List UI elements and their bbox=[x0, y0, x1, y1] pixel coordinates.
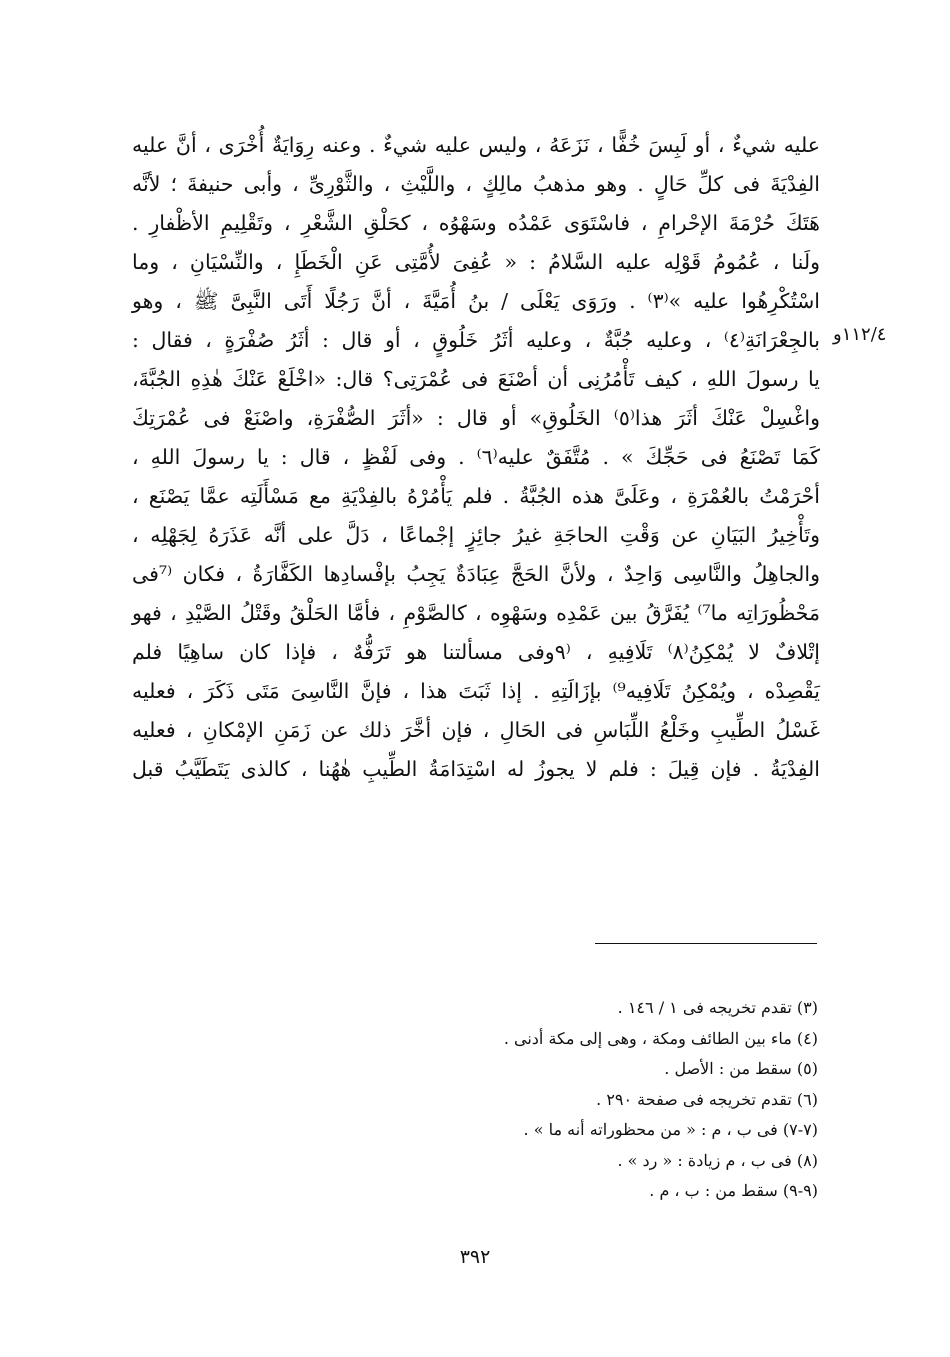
footnote: (٨) فى ب ، م زيادة : « رد » . bbox=[617, 1150, 818, 1170]
text-line: الفِدْيَةُ . فإن قِيلَ : فلم لا يجوزُ له اسْتِدَامَةُ الطِّيبِ هٰهُنا ، كالذى يَتَطَيَّبُ قبل bbox=[132, 757, 820, 781]
footnote: (٦) تقدم تخريجه فى صفحة ٢٩٠ . bbox=[596, 1089, 818, 1109]
margin-folio-note: ١١٢/٤و bbox=[833, 324, 887, 345]
text-line: الفِدْيَةَ فى كلِّ حَالٍ . وهو مذهبُ مالِكٍ ، واللَّيْثِ ، والثَّوْرِىِّ ، وأبى حنيفةَ ؛ لأنَّه bbox=[132, 172, 820, 196]
footnote: (٣) تقدم تخريجه فى ١ / ١٤٦ . bbox=[617, 998, 818, 1017]
page-number: ٣٩٢ bbox=[459, 1246, 491, 1268]
footnote: (٩-٩) سقط من : ب ، م . bbox=[649, 1181, 818, 1200]
text-line: بالجِعْرَانَةِ⁽٤⁾ ، وعليه جُبَّةٌ ، وعليه أثَرُ خَلُوقٍ ، أو قال : أثَرُ صُفْرَةٍ ، فقال : bbox=[132, 328, 820, 352]
text-line: هَتَكَ حُرْمَةَ الإحْرامِ ، فاسْتَوَى عَمْدُه وسَهْوُه ، كحَلْقِ الشَّعْرِ ، وتَقْلِيمِ الأظْفارِ . bbox=[132, 211, 820, 235]
text-line: والجاهِلُ والنَّاسِى وَاحِدٌ ، ولأنَّ الحَجَّ عِبَادَةٌ يَجِبُ بإفْسادِها الكَفَّارَةُ ، فكان ⁽⁷فى bbox=[132, 562, 820, 586]
text-line: إتْلافٌ لا يُمْكِنُ⁽٨⁾ تَلَافِيهِ ، ⁽٩وفى مسألتنا هو تَرَفُّهٌ ، فإذا كان ساهِيًا فلم bbox=[132, 640, 820, 664]
text-line: ولَنا ، عُمُومُ قَوْلِه عليه السَّلامُ : « عُفِىَ لأُمَّتِى عَنِ الْخَطَإِ ، والنِّسْيَانِ ، وما bbox=[132, 250, 820, 274]
text-line: يا رسولَ اللهِ ، كيف تَأْمُرُنِى أن أصْنَعَ فى عُمْرَتِى؟ قال: «اخْلَعْ عَنْكَ هٰذِهِ الجُبَّةَ، bbox=[132, 367, 820, 391]
text-line: مَحْظُورَاتِه ما⁷⁾ يُفَرَّقُ بين عَمْدِه وسَهْوِه ، كالصَّوْمِ ، فأمَّا الحَلْقُ وقَتْلُ الصَّيْدِ ، فهو bbox=[132, 601, 820, 625]
footnote-separator bbox=[595, 943, 817, 944]
main-text-body bbox=[132, 126, 820, 789]
footnote: (٧-٧) فى ب ، م : « من محظوراته أنه ما » . bbox=[523, 1120, 818, 1139]
text-line: وتَأْخِيرُ البَيَانِ عن وَقْتِ الحاجَةِ غيرُ جائِزٍ إجْماعًا ، دَلَّ على أنَّه عَذَرَهُ لِجَهْلِه ، bbox=[132, 523, 820, 547]
text-line: يَقْصِدْه ، ويُمْكِنُ تَلَافِيه⁹⁾ بإزَالَتِهِ . إذا ثَبَتَ هذا ، فإنَّ النَّاسِىَ مَتَى ذَكَرَ ، فعليه bbox=[132, 679, 820, 703]
text-line: غَسْلُ الطِّيبِ وخَلْعُ اللِّبَاسِ فى الحَالِ ، فإن أخَّرَ ذلك عن زَمَنِ الإمْكانِ ، فعليه bbox=[132, 718, 820, 742]
footnote: (٤) ماء بين الطائف ومكة ، وهى إلى مكة أدنى . bbox=[503, 1028, 818, 1048]
text-line: أحْرَمْتُ بالعُمْرَةِ ، وعَلَىَّ هذه الجُبَّةُ . فلم يَأْمُرْهُ بالفِدْيَةِ مع مَسْأَلَتِه عمَّا يَصْنَع ، bbox=[132, 484, 820, 508]
footnote: (٥) سقط من : الأصل . bbox=[664, 1059, 818, 1078]
text-line: كَمَا تَصْنَعُ فى حَجِّكَ » . مُتَّفَقٌ عليه⁽٦⁾ . وفى لَفْظٍ ، قال : يا رسولَ اللهِ ، bbox=[132, 445, 820, 469]
text-line: اسْتُكْرِهُوا عليه »⁽٣⁾ . ورَوَى يَعْلَى / بنُ أُمَيَّةَ ، أنَّ رَجُلًا أَتَى النَّبِىَّ ﷺ ، وهو bbox=[132, 289, 820, 313]
text-line: واغْسِلْ عَنْكَ أثَرَ هذا⁽٥⁾ الخَلُوقِ» أو قال : «أثَرَ الصُّفْرَةِ، واصْنَعْ فى عُمْرَتِكَ bbox=[132, 406, 821, 430]
footnotes bbox=[298, 993, 818, 1207]
text-line: عليه شيءٌ ، أو لَبِسَ خُفًّا ، نَزَعَهُ ، وليس عليه شيءٌ . وعنه رِوَايَةٌ أُخْرَى ، أنَّ عليه bbox=[132, 133, 820, 157]
